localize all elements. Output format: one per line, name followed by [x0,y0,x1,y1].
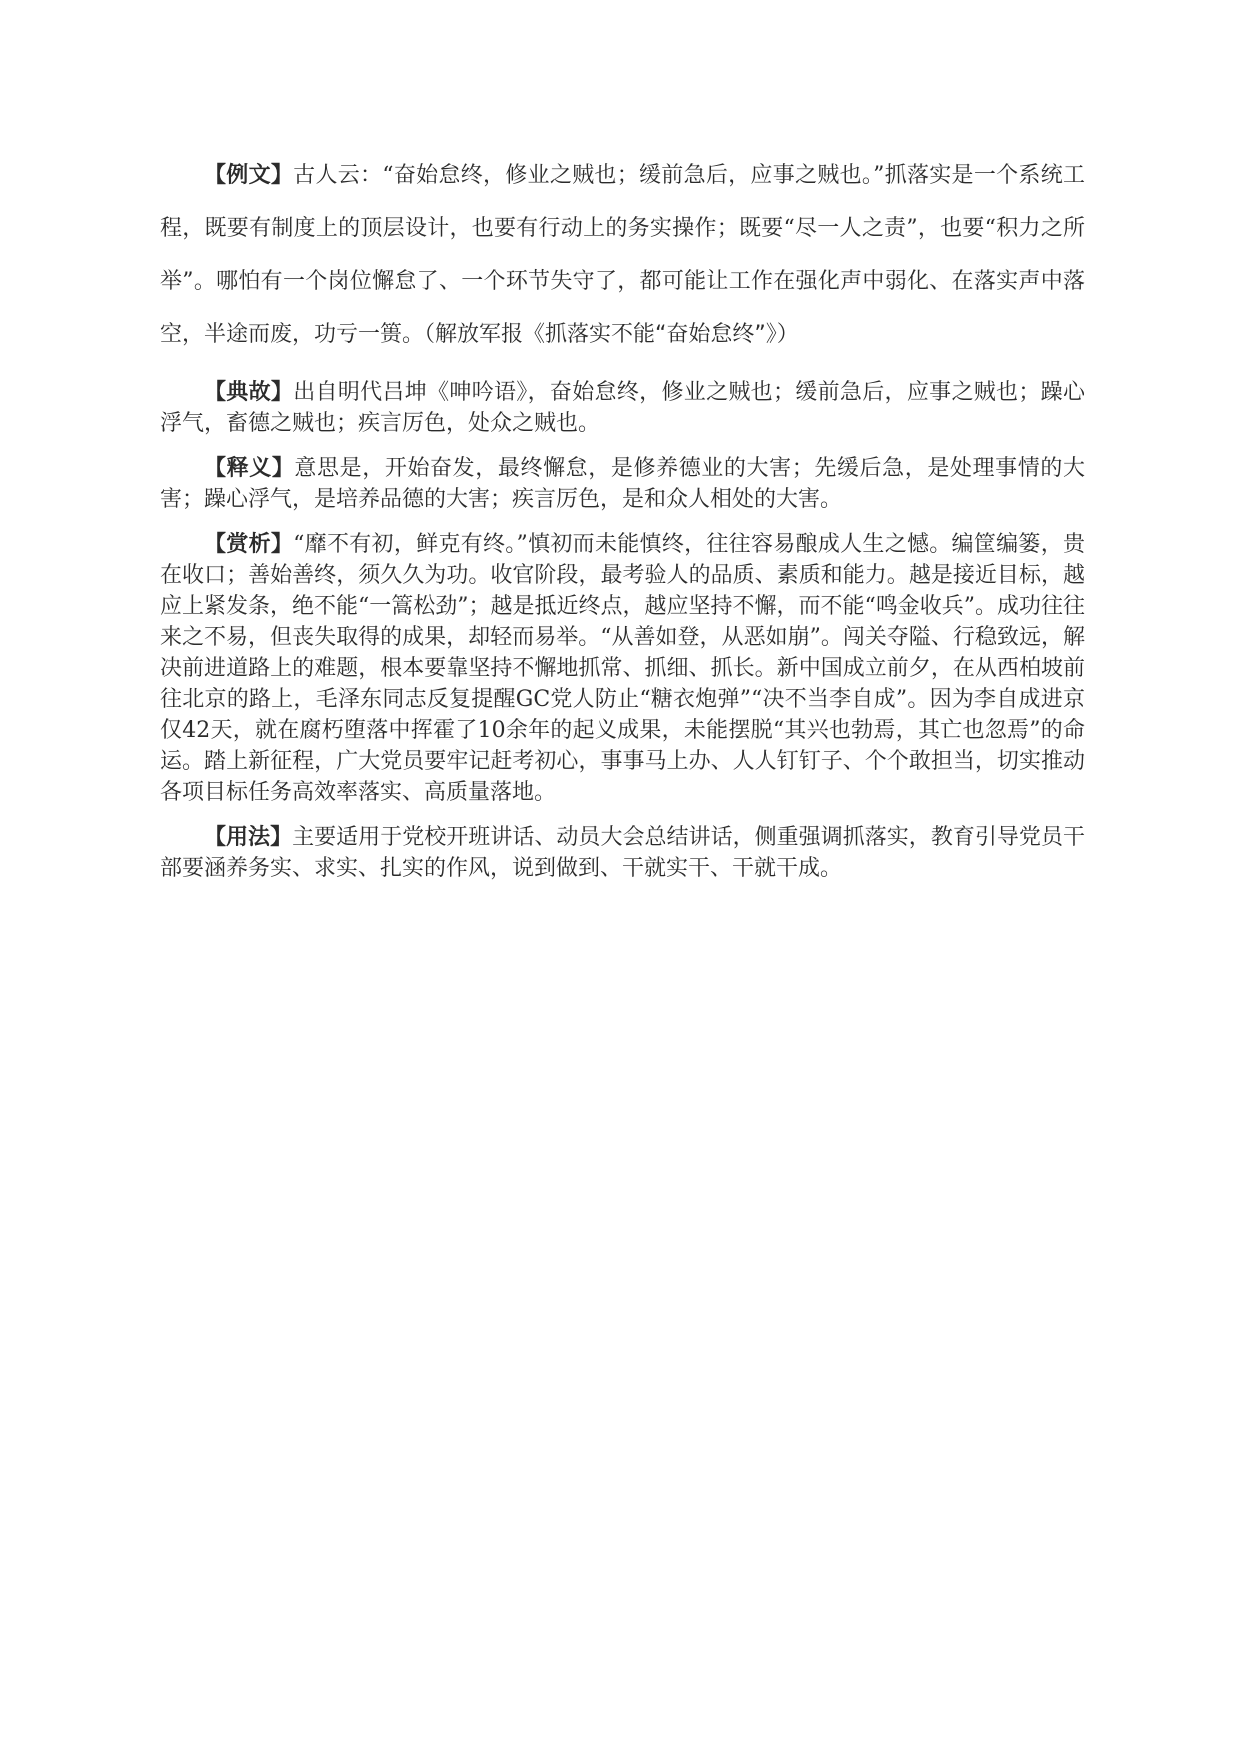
label-usage: 【用法】 [204,825,293,850]
label-appreciation: 【赏析】 [204,532,294,557]
allusion-text: 出自明代吕坤《呻吟语》，奋始怠终，修业之贼也；缓前急后，应事之贼也；躁心浮气，畜德之贼也；疾言厉色，处众之贼也。 [160,380,1085,436]
paragraph-appreciation [160,529,1085,808]
label-meaning: 【释义】 [204,456,295,481]
label-example: 【例文】 [204,163,294,188]
document-body [160,160,1085,884]
usage-text: 主要适用于党校开班讲话、动员大会总结讲话，侧重强调抓落实，教育引导党员干部要涵养务实、求实、扎实的作风，说到做到、干就实干、干就干成。 [160,825,1085,881]
paragraph-meaning [160,453,1085,515]
appreciation-text: “靡不有初，鲜克有终。”慎初而未能慎终，往往容易酿成人生之憾。编筐编篓，贵在收口；善始善终，须久久为功。收官阶段，最考验人的品质、素质和能力。越是接近目标，越应上紧发条，绝不能“一篙松劲”；越是抵近终点，越应坚持不懈，而不能“鸣金收兵”。成功往往来之不易，但丧失取得的成果，却轻而易举。“从善如登，从恶如崩”。闯关夺隘、行稳致远，解决前进道路上的难题，根本要靠坚持不懈地抓常、抓细、抓长。新中国成立前夕，在从西柏坡前往北京的路上，毛泽东同志反复提醒GC党人防止“糖衣炮弹”“决不当李自成”。因为李自成进京仅42天，就在腐朽堕落中挥霍了10余年的起义成果，未能摆脱“其兴也勃焉，其亡也忽焉”的命运。踏上新征程，广大党员要牢记赶考初心，事事马上办、人人钉钉子、个个敢担当，切实推动各项目标任务高效率落实、高质量落地。 [160,532,1085,805]
paragraph-example [160,149,1085,361]
meaning-text: 意思是，开始奋发，最终懈怠，是修养德业的大害；先缓后急，是处理事情的大害；躁心浮气，是培养品德的大害；疾言厉色，是和众人相处的大害。 [160,456,1085,512]
paragraph-allusion [160,377,1085,439]
label-allusion: 【典故】 [204,380,294,405]
example-text: 古人云：“奋始怠终，修业之贼也；缓前急后，应事之贼也。”抓落实是一个系统工程，既要有制度上的顶层设计，也要有行动上的务实操作；既要“尽一人之责”，也要“积力之所举”。哪怕有一个岗位懈怠了、一个环节失守了，都可能让工作在强化声中弱化、在落实声中落空，半途而废，功亏一篑。 [160,163,1085,347]
example-source: （解放军报《抓落实不能“奋始怠终”》） [424,322,799,347]
paragraph-usage [160,822,1085,884]
